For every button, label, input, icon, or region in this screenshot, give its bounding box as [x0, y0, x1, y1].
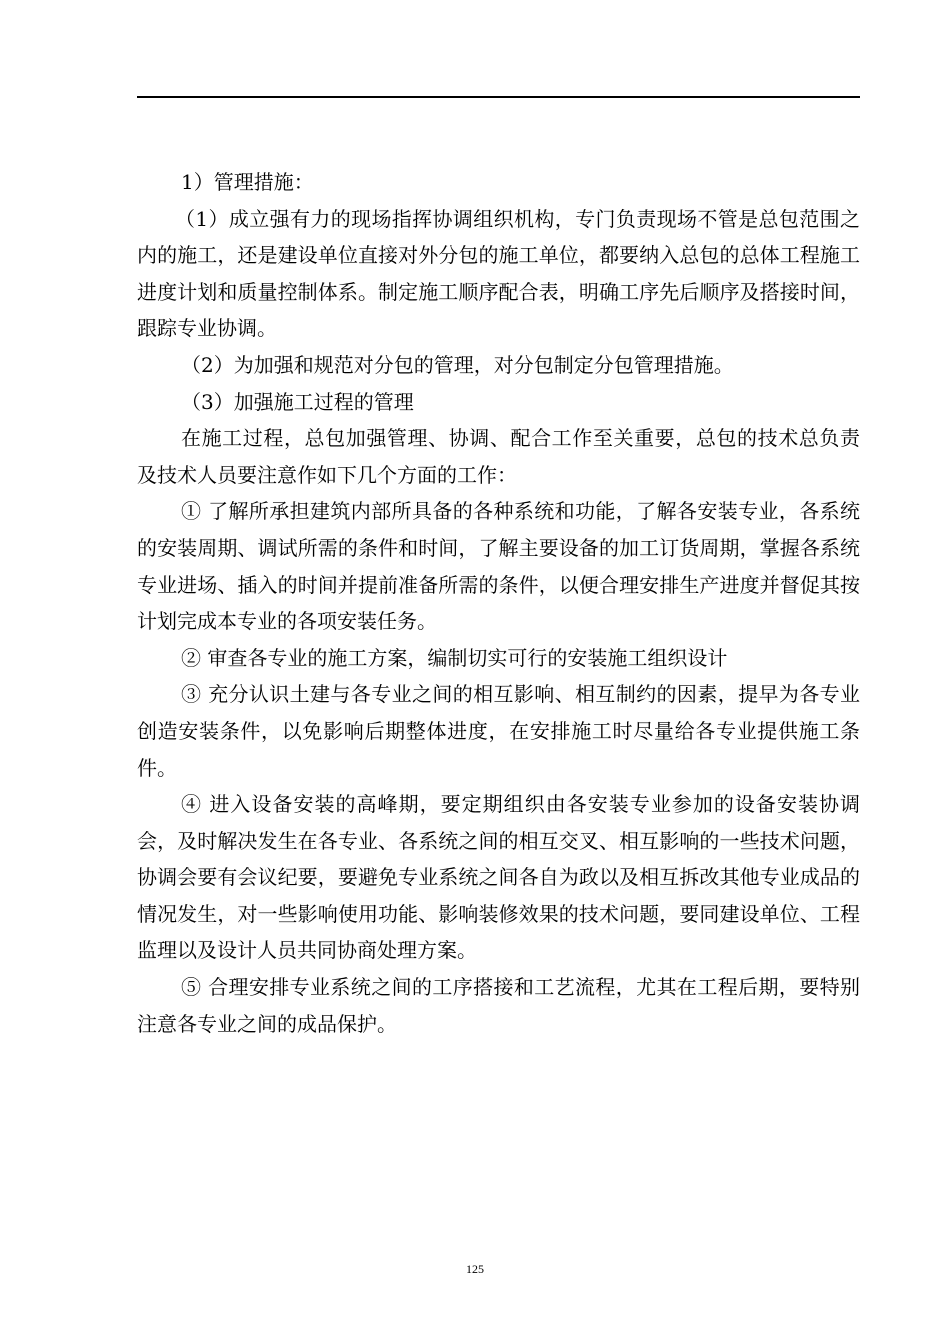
page-number: 125 — [466, 1262, 484, 1276]
header-rule — [137, 96, 860, 98]
document-body — [137, 164, 860, 1042]
paragraph-circled-4: ④ 进入设备安装的高峰期，要定期组织由各安装专业参加的设备安装协调会，及时解决发生在各专业、各系统之间的相互交叉、相互影响的一些技术问题，协调会要有会议纪要，要避免专业系统之间各自为政以及相互拆改其他专业成品的情况发生，对一些影响使用功能、影响装修效果的技术问题，要同建设单位、工程监理以及设计人员共同协商处理方案。 — [137, 792, 860, 963]
paragraph-circled-1: ① 了解所承担建筑内部所具备的各种系统和功能，了解各安装专业，各系统的安装周期、调试所需的条件和时间，了解主要设备的加工订货周期，掌握各系统专业进场、插入的时间并提前准备所需的条件，以便合理安排生产进度并督促其按计划完成本专业的各项安装任务。 — [137, 499, 860, 634]
paragraph-construction-process: 在施工过程，总包加强管理、协调、配合工作至关重要，总包的技术总负责及技术人员要注意作如下几个方面的工作： — [137, 426, 860, 487]
paragraph-circled-3: ③ 充分认识土建与各专业之间的相互影响、相互制约的因素，提早为各专业创造安装条件，以免影响后期整体进度，在安排施工时尽量给各专业提供施工条件。 — [137, 682, 860, 780]
paragraph-item-3: （3）加强施工过程的管理 — [181, 389, 414, 414]
paragraph-management-measures-heading: 1）管理措施： — [181, 170, 314, 194]
paragraph-item-2: （2）为加强和规范对分包的管理，对分包制定分包管理措施。 — [181, 352, 734, 377]
paragraph-circled-2: ② 审查各专业的施工方案，编制切实可行的安装施工组织设计 — [181, 645, 728, 670]
paragraph-item-1: （1）成立强有力的现场指挥协调组织机构，专门负责现场不管是总包范围之内的施工，还是建设单位直接对外分包的施工单位，都要纳入总包的总体工程施工进度计划和质量控制体系。制定施工顺序配合表，明确工序先后顺序及搭接时间，跟踪专业协调。 — [137, 206, 860, 341]
paragraph-circled-5: ⑤ 合理安排专业系统之间的工序搭接和工艺流程，尤其在工程后期，要特别注意各专业之间的成品保护。 — [137, 975, 860, 1036]
